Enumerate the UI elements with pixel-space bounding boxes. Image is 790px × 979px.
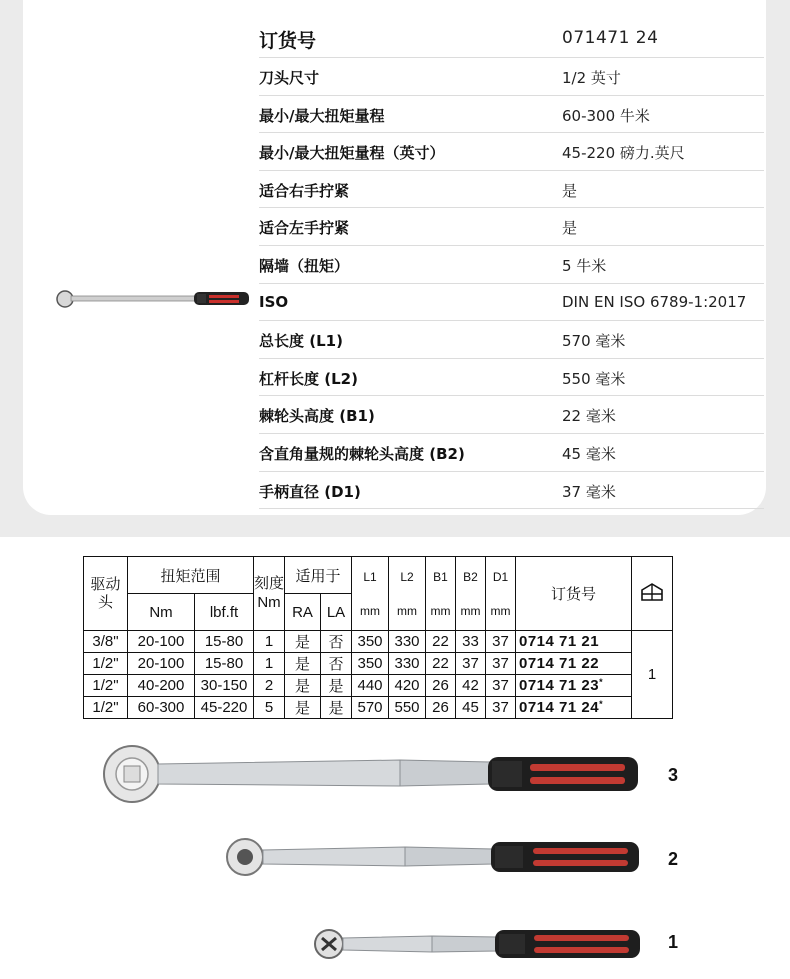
cell-b1: 22 bbox=[426, 631, 456, 653]
col-d1-label: D1 bbox=[492, 570, 509, 584]
cell-d1: 37 bbox=[486, 697, 516, 719]
spec-value: 45 毫米 bbox=[562, 444, 616, 463]
cell-l2: 330 bbox=[389, 653, 426, 675]
cell-b2: 37 bbox=[456, 653, 486, 675]
cell-b1: 26 bbox=[426, 697, 456, 719]
col-nm: Nm bbox=[128, 594, 195, 631]
cell-la: 是 bbox=[321, 697, 352, 719]
spec-key: 刀头尺寸 bbox=[259, 69, 320, 87]
cell-nm: 20-100 bbox=[128, 631, 195, 653]
spec-value: 5 牛米 bbox=[562, 256, 607, 275]
unit-mm: mm bbox=[430, 604, 451, 618]
spec-row bbox=[259, 359, 764, 397]
cell-ra: 是 bbox=[285, 675, 321, 697]
col-b2-label: B2 bbox=[463, 570, 478, 584]
spec-row-order bbox=[259, 20, 764, 58]
col-scale bbox=[254, 557, 285, 631]
cell-drive: 1/2" bbox=[84, 675, 128, 697]
cell-la: 否 bbox=[321, 653, 352, 675]
cell-lbf: 15-80 bbox=[195, 631, 254, 653]
col-la: LA bbox=[321, 594, 352, 631]
col-b1-label: B1 bbox=[433, 570, 448, 584]
cell-b1: 26 bbox=[426, 675, 456, 697]
torque-wrench-large bbox=[100, 744, 650, 804]
cell-scale: 5 bbox=[254, 697, 285, 719]
spec-row bbox=[259, 246, 764, 284]
unit-mm: mm bbox=[397, 604, 417, 618]
col-lbf: lbf.ft bbox=[195, 594, 254, 631]
spec-key: 隔墙（扭矩） bbox=[259, 256, 350, 275]
cell-ra: 是 bbox=[285, 631, 321, 653]
cell-l1: 570 bbox=[352, 697, 389, 719]
wrench-label-2: 2 bbox=[668, 849, 679, 869]
spec-value: 22 毫米 bbox=[562, 407, 616, 426]
box-icon bbox=[640, 581, 664, 603]
col-b1 bbox=[426, 557, 456, 631]
col-scale-label: 刻度 bbox=[254, 574, 285, 592]
cell-order bbox=[516, 697, 632, 719]
order-number: 0714 71 21 bbox=[519, 633, 600, 650]
torque-wrench-medium bbox=[225, 832, 645, 882]
spec-key: 手柄直径 (D1) bbox=[259, 482, 361, 501]
cell-l1: 440 bbox=[352, 675, 389, 697]
cell-d1: 37 bbox=[486, 631, 516, 653]
cell-b2: 42 bbox=[456, 675, 486, 697]
unit-mm: mm bbox=[360, 604, 380, 618]
spec-key: 杠杆长度 (L2) bbox=[259, 369, 358, 388]
spec-row bbox=[259, 284, 764, 322]
spec-value: 是 bbox=[562, 219, 578, 238]
cell-la: 否 bbox=[321, 631, 352, 653]
col-d1 bbox=[486, 557, 516, 631]
spec-row bbox=[259, 472, 764, 510]
cell-scale: 1 bbox=[254, 653, 285, 675]
col-l2-label: L2 bbox=[400, 570, 414, 584]
order-number: 0714 71 24 bbox=[519, 699, 600, 716]
col-l2 bbox=[389, 557, 426, 631]
col-order: 订货号 bbox=[516, 557, 632, 631]
order-mark: * bbox=[599, 699, 604, 709]
spec-key: 最小/最大扭矩量程 bbox=[259, 106, 385, 125]
order-table bbox=[83, 556, 673, 719]
spec-row bbox=[259, 434, 764, 472]
col-ra: RA bbox=[285, 594, 321, 631]
spec-list bbox=[259, 20, 764, 509]
cell-order bbox=[516, 631, 632, 653]
cell-nm: 20-100 bbox=[128, 653, 195, 675]
spec-value: 071471 24 bbox=[562, 28, 659, 48]
cell-scale: 1 bbox=[254, 631, 285, 653]
cell-l2: 420 bbox=[389, 675, 426, 697]
spec-value: 1/2 英寸 bbox=[562, 69, 621, 87]
spec-row bbox=[259, 396, 764, 434]
table-row bbox=[84, 697, 673, 719]
cell-ra: 是 bbox=[285, 697, 321, 719]
spec-value: 550 毫米 bbox=[562, 369, 626, 388]
col-use: 适用于 bbox=[285, 557, 352, 594]
spec-key: 最小/最大扭矩量程（英寸） bbox=[259, 144, 445, 163]
cell-la: 是 bbox=[321, 675, 352, 697]
spec-value: 570 毫米 bbox=[562, 332, 626, 351]
spec-key: 适合右手拧紧 bbox=[259, 181, 350, 200]
table-header-row bbox=[84, 557, 673, 594]
cell-order bbox=[516, 675, 632, 697]
unit-mm: mm bbox=[490, 604, 511, 618]
spec-value: 是 bbox=[562, 181, 578, 200]
product-card bbox=[23, 0, 766, 515]
torque-wrench-small bbox=[312, 922, 647, 966]
cell-order bbox=[516, 653, 632, 675]
order-mark: * bbox=[599, 677, 604, 687]
cell-drive: 3/8" bbox=[84, 631, 128, 653]
catalog-section bbox=[0, 537, 790, 979]
spec-row bbox=[259, 321, 764, 359]
spec-row bbox=[259, 58, 764, 96]
spec-key: 适合左手拧紧 bbox=[259, 219, 350, 238]
cell-l1: 350 bbox=[352, 631, 389, 653]
cell-drive: 1/2" bbox=[84, 653, 128, 675]
cell-d1: 37 bbox=[486, 653, 516, 675]
wrench-label-3: 3 bbox=[668, 765, 679, 785]
col-torque: 扭矩范围 bbox=[128, 557, 254, 594]
spec-key: 总长度 (L1) bbox=[259, 332, 343, 351]
spec-row bbox=[259, 133, 764, 171]
col-l1-label: L1 bbox=[363, 570, 377, 584]
spec-row bbox=[259, 96, 764, 134]
cell-nm: 40-200 bbox=[128, 675, 195, 697]
cell-lbf: 45-220 bbox=[195, 697, 254, 719]
wrench-label-1: 1 bbox=[668, 932, 679, 952]
cell-l2: 550 bbox=[389, 697, 426, 719]
cell-group: 1 bbox=[632, 631, 673, 719]
unit-mm: mm bbox=[460, 604, 481, 618]
spec-value: 45-220 磅力.英尺 bbox=[562, 144, 685, 163]
cell-ra: 是 bbox=[285, 653, 321, 675]
spec-key: 含直角量规的棘轮头高度 (B2) bbox=[259, 444, 465, 463]
spec-key: ISO bbox=[259, 292, 289, 311]
spec-row bbox=[259, 208, 764, 246]
cell-lbf: 30-150 bbox=[195, 675, 254, 697]
cell-scale: 2 bbox=[254, 675, 285, 697]
spec-key: 订货号 bbox=[259, 30, 317, 52]
col-b2 bbox=[456, 557, 486, 631]
col-icon bbox=[632, 557, 673, 631]
cell-lbf: 15-80 bbox=[195, 653, 254, 675]
cell-drive: 1/2" bbox=[84, 697, 128, 719]
cell-nm: 60-300 bbox=[128, 697, 195, 719]
cell-b1: 22 bbox=[426, 653, 456, 675]
cell-d1: 37 bbox=[486, 675, 516, 697]
spec-value: 37 毫米 bbox=[562, 482, 616, 501]
spec-key: 棘轮头高度 (B1) bbox=[259, 407, 375, 426]
table-row bbox=[84, 631, 673, 653]
order-number: 0714 71 22 bbox=[519, 655, 600, 672]
cell-l2: 330 bbox=[389, 631, 426, 653]
col-drive: 驱动头 bbox=[84, 557, 128, 631]
spec-row bbox=[259, 171, 764, 209]
table-row bbox=[84, 675, 673, 697]
spec-value: DIN EN ISO 6789-1:2017 bbox=[562, 292, 747, 311]
cell-b2: 45 bbox=[456, 697, 486, 719]
col-l1 bbox=[352, 557, 389, 631]
order-number: 0714 71 23 bbox=[519, 677, 600, 694]
cell-l1: 350 bbox=[352, 653, 389, 675]
spec-value: 60-300 牛米 bbox=[562, 106, 650, 125]
torque-wrench-thumbnail bbox=[51, 285, 256, 315]
col-scale-unit: Nm bbox=[257, 593, 281, 611]
table-row bbox=[84, 653, 673, 675]
cell-b2: 33 bbox=[456, 631, 486, 653]
